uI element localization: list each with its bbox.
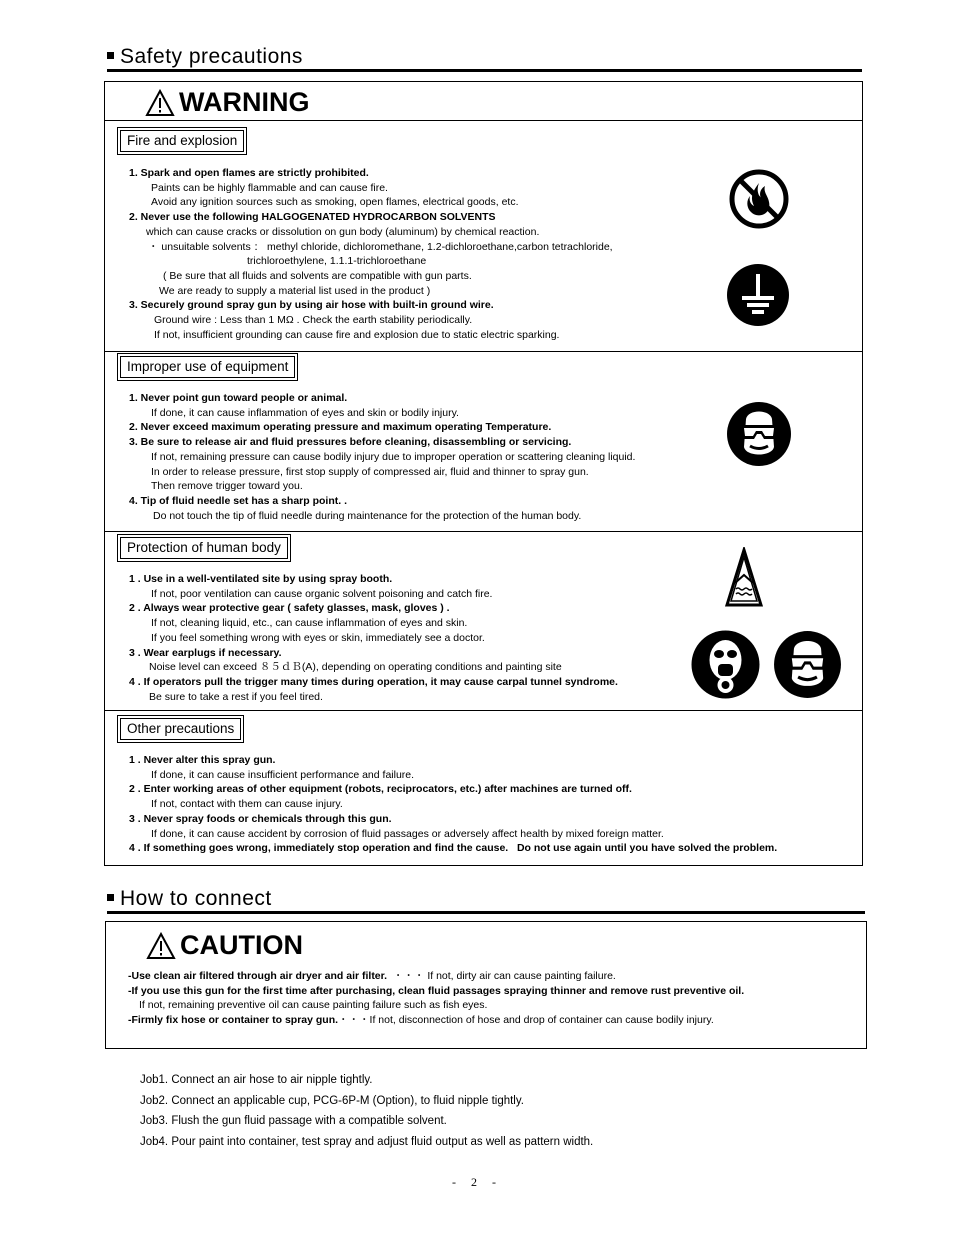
instruction-detail: In order to release pressure, first stop supply of compressed air, fluid and thinner to spray gun. bbox=[151, 465, 589, 478]
caution-line bbox=[106, 1013, 744, 1028]
job-item: Job3. Flush the gun fluid passage with a compatible solvent. bbox=[140, 1115, 447, 1127]
instruction-heading: 4 . If something goes wrong, immediately stop operation and find the cause. Do not use again until you have solved the problem. bbox=[129, 842, 778, 855]
caution-line bbox=[106, 969, 744, 984]
caution-line-bold: -Use clean air filtered through air dryer and air filter. bbox=[128, 970, 388, 982]
section-lines bbox=[105, 166, 613, 342]
instruction-detail: If not, contact with them can cause injury. bbox=[151, 798, 343, 811]
job-item: Job1. Connect an air hose to air nipple tightly. bbox=[140, 1074, 373, 1086]
instruction-detail: If not, insufficient grounding can cause fire and explosion due to static electric sparking. bbox=[154, 328, 560, 341]
instruction-heading: 3 . Never spray foods or chemicals through this gun. bbox=[129, 812, 392, 825]
page-number: - 2 - bbox=[452, 1175, 502, 1189]
instruction-detail: ( Be sure that all fluids and solvents are compatible with gun parts. bbox=[163, 269, 472, 282]
caution-line bbox=[106, 984, 744, 999]
respirator-mask-icon bbox=[691, 630, 760, 699]
instruction-detail: Avoid any ignition sources such as smoking, open flames, electrical goods, etc. bbox=[151, 196, 519, 209]
instruction-heading: 2. Never use the following HALGOGENATED HYDROCARBON SOLVENTS bbox=[129, 211, 496, 224]
instruction-heading: 1 . Use in a well-ventilated site by using spray booth. bbox=[129, 573, 393, 585]
caution-line-normal: ・・・If not, disconnection of hose and drop of container can cause bodily injury. bbox=[338, 1014, 714, 1027]
instruction-detail: If you feel something wrong with eyes or skin, immediately see a doctor. bbox=[151, 631, 485, 644]
warning-triangle-icon bbox=[146, 932, 176, 960]
instruction-heading: 4 . If operators pull the trigger many times during operation, it may cause carpal tunnel syndrome. bbox=[129, 675, 618, 688]
warning-triangle-icon bbox=[145, 89, 175, 117]
tag-protection-human-body bbox=[117, 534, 291, 562]
instruction-detail: If done, it can cause accident by corrosion of fluid passages or adversely affect health by mixed foreign matter. bbox=[151, 827, 664, 840]
divider bbox=[105, 120, 862, 121]
divider bbox=[105, 710, 862, 711]
instruction-detail: trichloroethylene, 1.1.1-trichloroethane bbox=[247, 255, 427, 268]
divider bbox=[105, 351, 862, 352]
instruction-detail: Be sure to take a rest if you feel tired. bbox=[149, 690, 323, 703]
job-item: Job4. Pour paint into container, test spray and adjust fluid output as well as pattern width. bbox=[140, 1135, 594, 1148]
caution-line-bold: -Firmly fix hose or container to spray gun. bbox=[128, 1014, 339, 1027]
caution-banner bbox=[146, 930, 303, 961]
caution-title: CAUTION bbox=[180, 930, 303, 960]
instruction-detail: We are ready to supply a material list used in the product ) bbox=[159, 284, 431, 297]
instruction-heading: 1. Never point gun toward people or animal. bbox=[129, 392, 348, 404]
instruction-detail: Ground wire : Less than 1 MΩ . Check the earth stability periodically. bbox=[154, 314, 473, 327]
connect-heading-rule bbox=[107, 911, 865, 914]
section-lines bbox=[105, 391, 635, 523]
warning-box bbox=[104, 81, 863, 866]
instruction-detail: Noise level can exceed ８５ｄＢ(A), depending on operating conditions and painting site bbox=[149, 661, 562, 674]
instruction-detail: If not, poor ventilation can cause organic solvent poisoning and catch fire. bbox=[151, 587, 493, 600]
instruction-heading: 1. Spark and open flames are strictly prohibited. bbox=[129, 167, 369, 179]
warning-banner bbox=[145, 87, 310, 118]
safety-heading-rule bbox=[107, 69, 862, 72]
connect-heading-text: How to connect bbox=[120, 887, 272, 910]
tag-label: Protection of human body bbox=[120, 537, 288, 559]
instruction-heading: 1 . Never alter this spray gun. bbox=[129, 754, 276, 766]
tag-label: Fire and explosion bbox=[120, 130, 244, 152]
instruction-detail: which can cause cracks or dissolution on gun body (aluminum) by chemical reaction. bbox=[146, 225, 540, 238]
instruction-heading: 3. Securely ground spray gun by using air hose with built-in ground wire. bbox=[129, 299, 494, 312]
instruction-heading: 4. Tip of fluid needle set has a sharp point. . bbox=[129, 494, 348, 507]
safety-heading bbox=[107, 45, 303, 69]
job-list bbox=[140, 1070, 593, 1152]
safety-goggles-icon bbox=[773, 630, 842, 699]
instruction-heading: 2. Never exceed maximum operating pressure and maximum operating Temperature. bbox=[129, 421, 552, 434]
connect-heading bbox=[107, 887, 272, 911]
instruction-heading: 2 . Enter working areas of other equipment (robots, reciprocators, etc.) after machines are turned off. bbox=[129, 783, 632, 796]
tag-fire-and-explosion bbox=[117, 127, 247, 155]
caution-box bbox=[105, 921, 867, 1049]
instruction-detail: If done, it can cause inflammation of eyes and skin or bodily injury. bbox=[151, 406, 459, 419]
instruction-heading: 2 . Always wear protective gear ( safety glasses, mask, gloves ) . bbox=[129, 602, 450, 615]
instruction-heading: 3 . Wear earplugs if necessary. bbox=[129, 646, 282, 659]
safety-goggles-icon bbox=[726, 401, 792, 467]
caution-line bbox=[106, 998, 744, 1013]
caution-line-normal: ・・・ If not, dirty air can cause painting failure. bbox=[387, 970, 616, 982]
tag-label: Other precautions bbox=[120, 718, 241, 740]
instruction-detail: If done, it can cause insufficient performance and failure. bbox=[151, 768, 415, 781]
instruction-detail: Then remove trigger toward you. bbox=[151, 480, 303, 493]
no-open-flame-icon bbox=[728, 168, 790, 230]
divider bbox=[105, 531, 862, 532]
instruction-detail: If not, cleaning liquid, etc., can cause inflammation of eyes and skin. bbox=[151, 617, 468, 630]
instruction-detail: ・ unsuitable solvents ： methyl chloride, dichloromethane, 1.2-dichloroethane,carbon tetrachloride, bbox=[148, 240, 613, 253]
ground-icon bbox=[725, 262, 791, 328]
instruction-detail: Paints can be highly flammable and can cause fire. bbox=[151, 181, 388, 194]
bullet-square-icon bbox=[107, 52, 114, 59]
caution-line-normal: If not, remaining preventive oil can cause painting failure such as fish eyes. bbox=[139, 999, 488, 1012]
bullet-square-icon bbox=[107, 894, 114, 901]
warning-title: WARNING bbox=[179, 87, 310, 117]
instruction-detail: Do not touch the tip of fluid needle during maintenance for the protection of the human body. bbox=[153, 509, 582, 522]
tag-improper-use bbox=[117, 353, 298, 381]
caution-line-bold: -If you use this gun for the first time after purchasing, clean fluid passages spraying thinner and remove rust preventive oil. bbox=[128, 984, 745, 997]
job-item: Job2. Connect an applicable cup, PCG-6P-M (Option), to fluid nipple tightly. bbox=[140, 1094, 524, 1107]
instruction-detail: If not, remaining pressure can cause bodily injury due to improper operation or scattering cleaning liquid. bbox=[151, 450, 636, 463]
section-lines bbox=[105, 572, 618, 704]
ventilation-warning-icon bbox=[725, 547, 763, 607]
caution-lines bbox=[106, 969, 744, 1028]
tag-other-precautions bbox=[117, 715, 244, 743]
tag-label: Improper use of equipment bbox=[120, 356, 295, 378]
instruction-heading: 3. Be sure to release air and fluid pressures before cleaning, disassembling or servicing. bbox=[129, 436, 572, 449]
section-lines bbox=[105, 753, 777, 856]
safety-heading-text: Safety precautions bbox=[120, 45, 303, 68]
